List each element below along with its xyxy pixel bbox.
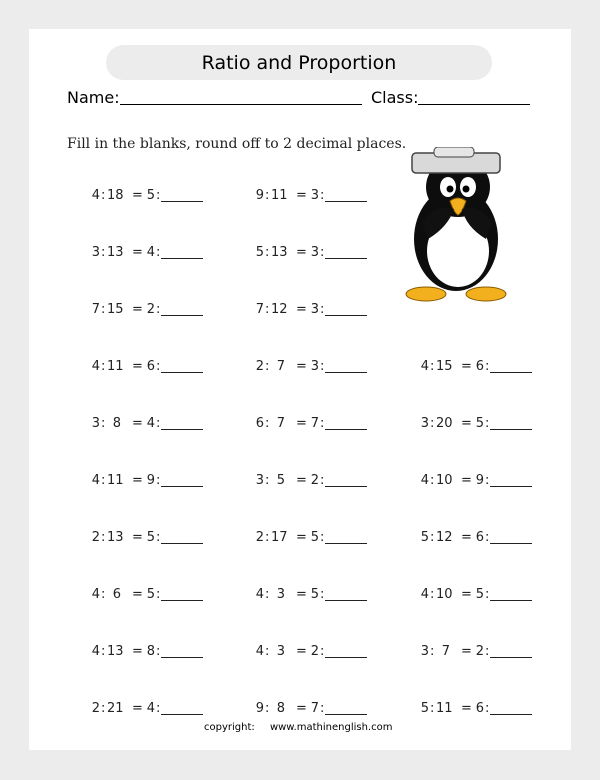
ratio-term-b: 7 <box>441 644 450 659</box>
ratio-term-a: 4 <box>91 359 100 374</box>
ratio-problem <box>412 587 542 605</box>
title-text: Ratio and Proportion <box>201 51 397 74</box>
ratio-colon: : <box>156 188 161 203</box>
equals-sign: = <box>296 416 307 431</box>
ratio-term-b: 8 <box>112 416 121 431</box>
ratio-problem <box>247 416 377 434</box>
worksheet-title <box>106 45 492 80</box>
answer-blank[interactable] <box>325 245 367 259</box>
ratio-colon: : <box>101 188 106 203</box>
ratio-term-a: 3 <box>91 245 100 260</box>
answer-blank[interactable] <box>161 245 203 259</box>
answer-blank[interactable] <box>161 302 203 316</box>
ratio-term-b: 5 <box>276 473 285 488</box>
ratio-colon: : <box>485 416 490 431</box>
equals-sign: = <box>296 530 307 545</box>
equals-sign: = <box>461 701 472 716</box>
ratio-colon: : <box>156 302 161 317</box>
ratio-term-c: 2 <box>475 644 484 659</box>
ratio-term-b: 13 <box>107 245 124 260</box>
answer-blank[interactable] <box>325 359 367 373</box>
answer-blank[interactable] <box>325 302 367 316</box>
ratio-problem <box>412 644 542 662</box>
ratio-colon: : <box>156 530 161 545</box>
ratio-problem <box>83 188 213 206</box>
penguin-icon <box>404 147 508 305</box>
ratio-term-c: 6 <box>475 530 484 545</box>
ratio-term-b: 11 <box>436 701 453 716</box>
ratio-term-b: 15 <box>107 302 124 317</box>
ratio-term-c: 3 <box>310 359 319 374</box>
ratio-problem <box>83 701 213 719</box>
equals-sign: = <box>461 644 472 659</box>
ratio-problem <box>247 188 377 206</box>
ratio-term-b: 7 <box>276 416 285 431</box>
ratio-term-a: 3 <box>420 416 429 431</box>
equals-sign: = <box>132 587 143 602</box>
ratio-term-b: 3 <box>276 587 285 602</box>
ratio-term-c: 9 <box>475 473 484 488</box>
equals-sign: = <box>461 587 472 602</box>
ratio-term-c: 5 <box>146 530 155 545</box>
ratio-colon: : <box>101 644 106 659</box>
ratio-term-b: 12 <box>271 302 288 317</box>
ratio-term-a: 7 <box>91 302 100 317</box>
ratio-term-a: 4 <box>91 188 100 203</box>
equals-sign: = <box>132 188 143 203</box>
ratio-term-c: 2 <box>310 473 319 488</box>
copyright-url: www.mathinenglish.com <box>269 722 393 733</box>
ratio-colon: : <box>265 644 270 659</box>
ratio-term-c: 5 <box>475 587 484 602</box>
ratio-colon: : <box>265 587 270 602</box>
equals-sign: = <box>296 473 307 488</box>
ratio-term-a: 4 <box>420 587 429 602</box>
ratio-colon: : <box>156 644 161 659</box>
ratio-term-b: 11 <box>271 188 288 203</box>
answer-blank[interactable] <box>325 473 367 487</box>
ratio-term-c: 5 <box>146 188 155 203</box>
ratio-term-b: 13 <box>107 644 124 659</box>
copyright-notice <box>204 722 392 733</box>
answer-blank[interactable] <box>490 587 532 601</box>
equals-sign: = <box>132 245 143 260</box>
ratio-term-b: 6 <box>112 587 121 602</box>
answer-blank[interactable] <box>325 530 367 544</box>
ratio-term-c: 3 <box>310 245 319 260</box>
ratio-term-c: 5 <box>475 416 484 431</box>
ratio-colon: : <box>485 587 490 602</box>
ratio-term-c: 3 <box>310 188 319 203</box>
ratio-term-a: 3 <box>91 416 100 431</box>
ratio-term-b: 21 <box>107 701 124 716</box>
ratio-term-a: 9 <box>255 701 264 716</box>
ratio-term-a: 4 <box>420 473 429 488</box>
ratio-term-c: 2 <box>310 644 319 659</box>
ratio-colon: : <box>101 530 106 545</box>
ratio-term-c: 9 <box>146 473 155 488</box>
equals-sign: = <box>132 416 143 431</box>
ratio-problem <box>247 473 377 491</box>
ratio-colon: : <box>320 644 325 659</box>
answer-blank[interactable] <box>161 359 203 373</box>
ratio-colon: : <box>156 701 161 716</box>
ratio-colon: : <box>320 530 325 545</box>
ratio-term-a: 2 <box>91 701 100 716</box>
ratio-colon: : <box>430 530 435 545</box>
ratio-colon: : <box>101 473 106 488</box>
instructions: Fill in the blanks, round off to 2 decimal places. <box>67 136 407 152</box>
ratio-problem <box>412 359 542 377</box>
ratio-term-a: 7 <box>255 302 264 317</box>
ratio-colon: : <box>320 473 325 488</box>
equals-sign: = <box>132 701 143 716</box>
answer-blank[interactable] <box>161 587 203 601</box>
answer-blank[interactable] <box>161 701 203 715</box>
ratio-term-b: 13 <box>107 530 124 545</box>
answer-blank[interactable] <box>490 644 532 658</box>
ratio-problem <box>247 359 377 377</box>
ratio-problem <box>412 701 542 719</box>
answer-blank[interactable] <box>325 416 367 430</box>
ratio-colon: : <box>156 587 161 602</box>
ratio-problem <box>412 530 542 548</box>
ratio-term-c: 4 <box>146 245 155 260</box>
ratio-problem <box>247 245 377 263</box>
equals-sign: = <box>296 245 307 260</box>
answer-blank[interactable] <box>325 188 367 202</box>
ratio-colon: : <box>265 188 270 203</box>
ratio-term-a: 2 <box>255 359 264 374</box>
ratio-problem <box>83 416 213 434</box>
class-label: Class: <box>371 88 419 107</box>
ratio-term-a: 2 <box>255 530 264 545</box>
class-field-line[interactable] <box>418 104 530 105</box>
equals-sign: = <box>296 701 307 716</box>
answer-blank[interactable] <box>490 359 532 373</box>
equals-sign: = <box>461 530 472 545</box>
ratio-problem <box>83 359 213 377</box>
equals-sign: = <box>296 587 307 602</box>
ratio-colon: : <box>320 359 325 374</box>
equals-sign: = <box>296 188 307 203</box>
ratio-colon: : <box>101 245 106 260</box>
ratio-term-a: 4 <box>91 644 100 659</box>
ratio-problem <box>83 245 213 263</box>
ratio-problem <box>83 302 213 320</box>
answer-blank[interactable] <box>490 530 532 544</box>
ratio-term-c: 5 <box>146 587 155 602</box>
answer-blank[interactable] <box>325 701 367 715</box>
ratio-colon: : <box>320 245 325 260</box>
ratio-term-a: 2 <box>91 530 100 545</box>
ratio-colon: : <box>156 416 161 431</box>
equals-sign: = <box>461 473 472 488</box>
ratio-colon: : <box>156 359 161 374</box>
ratio-term-b: 17 <box>271 530 288 545</box>
ratio-colon: : <box>430 473 435 488</box>
equals-sign: = <box>296 302 307 317</box>
answer-blank[interactable] <box>161 530 203 544</box>
ratio-term-c: 5 <box>310 587 319 602</box>
ratio-colon: : <box>430 644 435 659</box>
ratio-term-b: 11 <box>107 359 124 374</box>
ratio-term-b: 12 <box>436 530 453 545</box>
ratio-term-b: 20 <box>436 416 453 431</box>
ratio-colon: : <box>430 359 435 374</box>
ratio-term-a: 4 <box>91 473 100 488</box>
ratio-colon: : <box>265 245 270 260</box>
equals-sign: = <box>132 644 143 659</box>
ratio-term-c: 6 <box>475 359 484 374</box>
ratio-term-a: 3 <box>255 473 264 488</box>
answer-blank[interactable] <box>490 701 532 715</box>
ratio-term-a: 4 <box>91 587 100 602</box>
ratio-colon: : <box>320 587 325 602</box>
ratio-colon: : <box>156 245 161 260</box>
ratio-colon: : <box>265 701 270 716</box>
ratio-term-b: 13 <box>271 245 288 260</box>
answer-blank[interactable] <box>325 587 367 601</box>
answer-blank[interactable] <box>161 644 203 658</box>
ratio-colon: : <box>265 359 270 374</box>
ratio-term-b: 8 <box>276 701 285 716</box>
answer-blank[interactable] <box>161 416 203 430</box>
ratio-term-a: 4 <box>255 587 264 602</box>
ratio-colon: : <box>485 359 490 374</box>
ratio-problem <box>412 473 542 491</box>
ratio-term-a: 4 <box>255 644 264 659</box>
ratio-problem <box>412 416 542 434</box>
ratio-colon: : <box>320 701 325 716</box>
answer-blank[interactable] <box>161 188 203 202</box>
ratio-problem <box>83 530 213 548</box>
equals-sign: = <box>132 530 143 545</box>
equals-sign: = <box>132 359 143 374</box>
ratio-term-c: 7 <box>310 701 319 716</box>
ratio-colon: : <box>485 530 490 545</box>
answer-blank[interactable] <box>490 416 532 430</box>
ratio-problem <box>83 587 213 605</box>
equals-sign: = <box>132 473 143 488</box>
ratio-term-a: 6 <box>255 416 264 431</box>
ratio-term-a: 5 <box>255 245 264 260</box>
ratio-problem <box>83 644 213 662</box>
ratio-term-c: 7 <box>310 416 319 431</box>
ratio-term-c: 4 <box>146 416 155 431</box>
equals-sign: = <box>296 359 307 374</box>
equals-sign: = <box>296 644 307 659</box>
ratio-term-b: 18 <box>107 188 124 203</box>
ratio-colon: : <box>101 701 106 716</box>
ratio-colon: : <box>430 587 435 602</box>
ratio-colon: : <box>101 587 106 602</box>
ratio-term-c: 3 <box>310 302 319 317</box>
ratio-term-c: 8 <box>146 644 155 659</box>
ratio-problem <box>247 302 377 320</box>
copyright-label: copyright: <box>204 722 255 733</box>
ratio-colon: : <box>485 701 490 716</box>
ratio-colon: : <box>485 644 490 659</box>
ratio-colon: : <box>265 416 270 431</box>
ratio-term-c: 6 <box>146 359 155 374</box>
answer-blank[interactable] <box>161 473 203 487</box>
ratio-term-b: 7 <box>276 359 285 374</box>
ratio-colon: : <box>430 416 435 431</box>
ratio-term-b: 15 <box>436 359 453 374</box>
ratio-term-c: 6 <box>475 701 484 716</box>
name-label: Name: <box>67 88 120 107</box>
ratio-term-a: 3 <box>420 644 429 659</box>
ratio-problem <box>247 644 377 662</box>
ratio-term-c: 2 <box>146 302 155 317</box>
equals-sign: = <box>461 359 472 374</box>
ratio-term-a: 4 <box>420 359 429 374</box>
ratio-colon: : <box>320 416 325 431</box>
ratio-colon: : <box>265 473 270 488</box>
ratio-term-b: 10 <box>436 473 453 488</box>
ratio-term-a: 5 <box>420 701 429 716</box>
answer-blank[interactable] <box>490 473 532 487</box>
ratio-problem <box>247 701 377 719</box>
ratio-problem <box>247 587 377 605</box>
ratio-colon: : <box>101 302 106 317</box>
ratio-term-b: 3 <box>276 644 285 659</box>
ratio-term-b: 11 <box>107 473 124 488</box>
ratio-colon: : <box>101 416 106 431</box>
ratio-term-b: 10 <box>436 587 453 602</box>
ratio-colon: : <box>265 530 270 545</box>
ratio-colon: : <box>320 188 325 203</box>
ratio-term-c: 4 <box>146 701 155 716</box>
ratio-colon: : <box>430 701 435 716</box>
equals-sign: = <box>132 302 143 317</box>
ratio-problem <box>247 530 377 548</box>
ratio-problem <box>83 473 213 491</box>
ratio-colon: : <box>101 359 106 374</box>
ratio-colon: : <box>485 473 490 488</box>
equals-sign: = <box>461 416 472 431</box>
answer-blank[interactable] <box>325 644 367 658</box>
ratio-term-c: 5 <box>310 530 319 545</box>
ratio-colon: : <box>156 473 161 488</box>
ratio-colon: : <box>265 302 270 317</box>
name-field-line[interactable] <box>120 104 362 105</box>
ratio-term-a: 9 <box>255 188 264 203</box>
ratio-colon: : <box>320 302 325 317</box>
ratio-term-a: 5 <box>420 530 429 545</box>
